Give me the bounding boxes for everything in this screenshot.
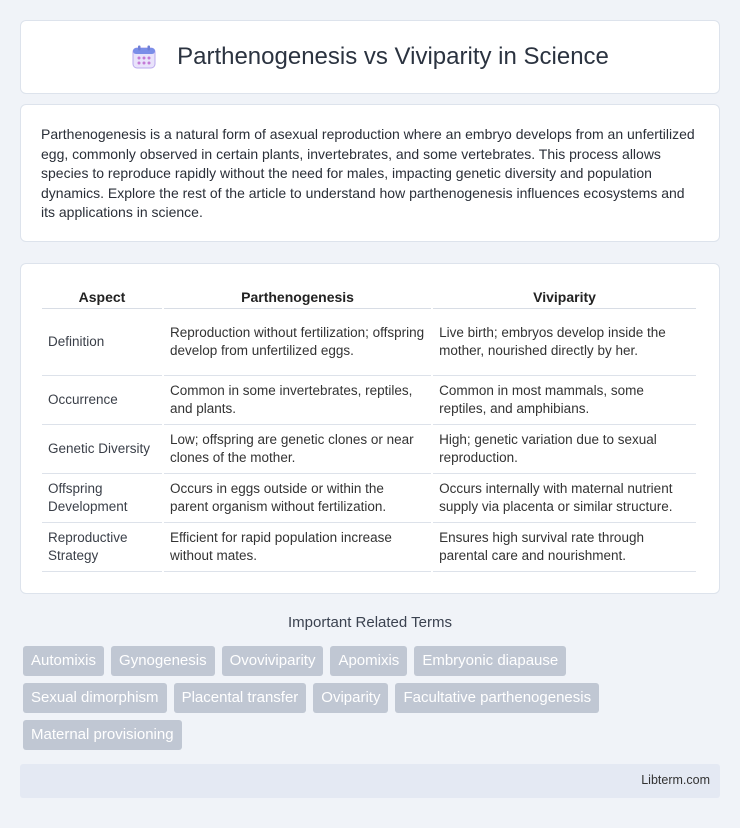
header-parthenogenesis: Parthenogenesis [164,286,431,309]
cell-parthenogenesis: Occurs in eggs outside or within the parent organism without fertilization. [164,474,431,523]
cell-aspect: Occurrence [42,376,162,425]
tag-sexual-dimorphism[interactable]: Sexual dimorphism [23,683,167,713]
table-row [42,376,696,425]
header-viviparity: Viviparity [433,286,696,309]
footer [20,764,720,798]
tag-apomixis[interactable]: Apomixis [330,646,407,676]
tag-automixis[interactable]: Automixis [23,646,104,676]
cell-viviparity: Common in most mammals, some reptiles, and amphibians. [433,376,696,425]
table-row [42,309,696,376]
cell-viviparity: Ensures high survival rate through parental care and nourishment. [433,523,696,572]
related-terms-title: Important Related Terms [288,614,452,631]
tag-facultative-parthenogenesis[interactable]: Facultative parthenogenesis [395,683,599,713]
intro-text: Parthenogenesis is a natural form of asexual reproduction where an embryo develops from an unfertilized egg, commonly observed in certain plants, invertebrates, and some vertebrates. This process allows species to reproduce rapidly without the need for males, impacting genetic diversity and population dynamics. Explore the rest of the article to understand how parthenogenesis influences ecosystems and its applications in science. [41,126,695,220]
cell-viviparity: High; genetic variation due to sexual reproduction. [433,425,696,474]
cell-parthenogenesis: Common in some invertebrates, reptiles, and plants. [164,376,431,425]
cell-aspect: Offspring Development [42,474,162,523]
table-row [42,425,696,474]
tag-ovoviviparity[interactable]: Ovoviviparity [222,646,324,676]
tag-placental-transfer[interactable]: Placental transfer [174,683,307,713]
cell-aspect: Genetic Diversity [42,425,162,474]
page-title: Parthenogenesis vs Viviparity in Science [177,43,609,70]
cell-viviparity: Live birth; embryos develop inside the mother, nourished directly by her. [433,309,696,376]
calendar-icon [131,44,157,70]
cell-parthenogenesis: Low; offspring are genetic clones or near clones of the mother. [164,425,431,474]
tag-gynogenesis[interactable]: Gynogenesis [111,646,215,676]
header-aspect: Aspect [42,286,162,309]
cell-aspect: Definition [42,309,162,376]
table-row [42,523,696,572]
table-header-row [42,286,696,309]
comparison-table-card [20,263,720,594]
table-row [42,474,696,523]
header-title-wrap [131,43,609,71]
comparison-table [40,286,698,572]
tag-embryonic-diapause[interactable]: Embryonic diapause [414,646,566,676]
footer-site-link[interactable]: Libterm.com [641,773,710,787]
cell-aspect: Reproductive Strategy [42,523,162,572]
cell-parthenogenesis: Reproduction without fertilization; offspring develop from unfertilized eggs. [164,309,431,376]
cell-parthenogenesis: Efficient for rapid population increase without mates. [164,523,431,572]
tag-oviparity[interactable]: Oviparity [313,683,388,713]
tag-maternal-provisioning[interactable]: Maternal provisioning [23,720,182,750]
related-terms-list [23,646,723,757]
intro-card [20,104,720,242]
header-card [20,20,720,94]
cell-viviparity: Occurs internally with maternal nutrient supply via placenta or similar structure. [433,474,696,523]
